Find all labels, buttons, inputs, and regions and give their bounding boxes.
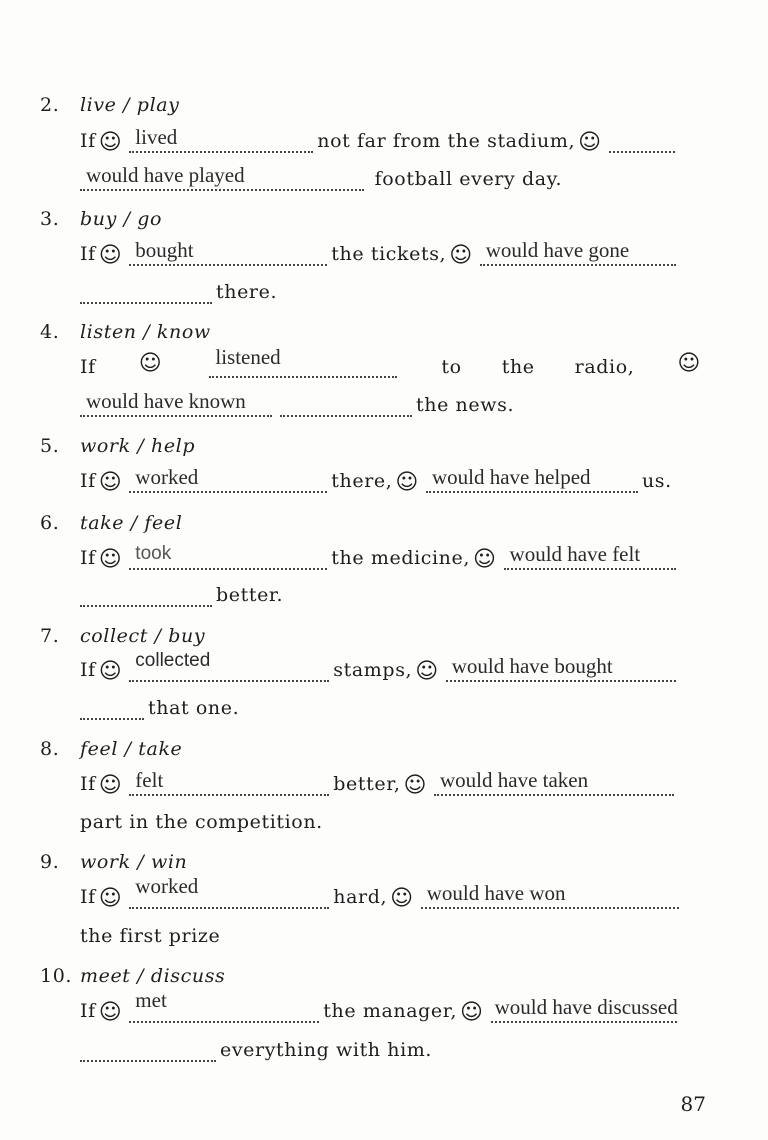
smiley-icon: ☺: [98, 886, 123, 911]
answer-blank[interactable]: [80, 389, 272, 417]
sentence-line: would have played football every day.: [80, 166, 704, 192]
smiley-icon: ☺: [473, 547, 497, 572]
smiley-icon: ☺: [449, 243, 473, 268]
answer-blank[interactable]: [129, 465, 327, 493]
answer-blank[interactable]: [80, 696, 144, 720]
sentence-line: If ☺ worked hard, ☺ would have won: [80, 884, 704, 910]
answer-text: would have gone: [485, 238, 630, 262]
answer-text: would have known: [86, 389, 246, 413]
page-number: 87: [680, 1092, 706, 1116]
answer-blank[interactable]: [129, 874, 329, 909]
sentence-line: everything with him.: [80, 1037, 704, 1063]
answer-blank[interactable]: [426, 465, 638, 493]
sentence-line: If ☺ collected stamps, ☺ would have bought: [80, 657, 704, 683]
answer-text: would have taken: [440, 768, 589, 792]
sentence-line: If ☺ met the manager, ☺ would have discussed: [80, 988, 678, 1025]
answer-blank[interactable]: [80, 280, 212, 304]
answer-blank[interactable]: [609, 129, 675, 153]
exercise-number: 2.: [40, 94, 60, 116]
answer-blank[interactable]: [480, 238, 676, 266]
answer-blank[interactable]: [80, 1038, 216, 1062]
smiley-icon: ☺: [460, 1000, 484, 1025]
smiley-icon: ☺: [677, 351, 701, 376]
exercise-verbs: take / feel: [80, 512, 183, 534]
smiley-icon: ☺: [98, 130, 123, 155]
sentence-line: If ☺ took the medicine, ☺ would have felt: [80, 545, 704, 571]
sentence-line: the first prize: [80, 925, 221, 947]
answer-text: felt: [135, 768, 164, 792]
smiley-icon: ☺: [138, 351, 163, 376]
smiley-icon: ☺: [578, 130, 602, 155]
answer-text: listened: [215, 345, 281, 369]
answer-blank[interactable]: [129, 650, 329, 682]
smiley-icon: ☺: [98, 547, 123, 572]
answer-text: would have bought: [451, 654, 613, 678]
exercise-verbs: work / help: [80, 435, 196, 457]
answer-blank[interactable]: [129, 988, 319, 1023]
answer-text: collected: [135, 650, 211, 671]
smiley-icon: ☺: [415, 659, 439, 684]
sentence-line: If ☺ worked there, ☺ would have helped us.: [80, 465, 672, 495]
answer-blank[interactable]: [80, 583, 212, 607]
smiley-icon: ☺: [403, 773, 427, 798]
answer-text: worked: [135, 874, 199, 898]
answer-blank[interactable]: [129, 768, 329, 796]
answer-blank[interactable]: [434, 768, 674, 796]
answer-blank[interactable]: [280, 393, 412, 417]
answer-blank[interactable]: [209, 345, 397, 378]
answer-blank[interactable]: [421, 881, 679, 909]
answer-blank[interactable]: [129, 238, 327, 266]
exercise-verbs: live / play: [80, 94, 180, 116]
sentence-line: If ☺ bought the tickets, ☺ would have gone: [80, 241, 704, 267]
sentence-line: would have known the news.: [80, 392, 704, 418]
exercise-verbs: buy / go: [80, 208, 163, 230]
smiley-icon: ☺: [390, 886, 414, 911]
sentence-line: If ☺ felt better, ☺ would have taken: [80, 771, 704, 797]
answer-text: lived: [135, 125, 178, 149]
exercise-verbs: listen / know: [80, 321, 211, 343]
sentence-line: better.: [80, 582, 704, 608]
smiley-icon: ☺: [98, 243, 123, 268]
exercise-number: 9.: [40, 851, 60, 873]
sentence-line: part in the competition.: [80, 811, 323, 833]
smiley-icon: ☺: [98, 470, 123, 495]
exercise-number: 5.: [40, 435, 60, 457]
answer-text: would have helped: [431, 465, 591, 489]
smiley-icon: ☺: [98, 1000, 123, 1025]
smiley-icon: ☺: [98, 659, 123, 684]
smiley-icon: ☺: [98, 773, 123, 798]
answer-text: took: [135, 543, 172, 564]
answer-blank[interactable]: [446, 654, 676, 682]
smiley-icon: ☺: [395, 470, 419, 495]
exercise-verbs: feel / take: [80, 738, 183, 760]
answer-text: would have discussed: [494, 995, 678, 1019]
answer-text: bought: [135, 238, 194, 262]
exercise-verbs: collect / buy: [80, 625, 206, 647]
exercise-number: 7.: [40, 625, 60, 647]
exercise-verbs: work / win: [80, 851, 188, 873]
answer-blank[interactable]: [504, 542, 676, 570]
sentence-line: If ☺ listened to the radio, ☺: [80, 345, 701, 378]
answer-blank[interactable]: [129, 543, 327, 570]
answer-text: would have played: [86, 163, 245, 187]
exercise-verbs: meet / discuss: [80, 965, 226, 987]
answer-blank[interactable]: [129, 125, 313, 153]
exercise-number: 4.: [40, 321, 60, 343]
answer-text: met: [135, 988, 167, 1012]
answer-text: would have felt: [509, 542, 641, 566]
sentence-line: If ☺ lived not far from the stadium, ☺: [80, 128, 704, 154]
sentence-line: that one.: [80, 695, 704, 721]
exercise-number: 8.: [40, 738, 60, 760]
sentence-line: there.: [80, 279, 704, 305]
answer-text: worked: [135, 465, 199, 489]
exercise-number: 3.: [40, 208, 60, 230]
exercise-number: 10.: [40, 965, 73, 987]
answer-text: would have won: [426, 881, 566, 905]
exercise-number: 6.: [40, 512, 60, 534]
answer-blank[interactable]: [491, 995, 678, 1023]
